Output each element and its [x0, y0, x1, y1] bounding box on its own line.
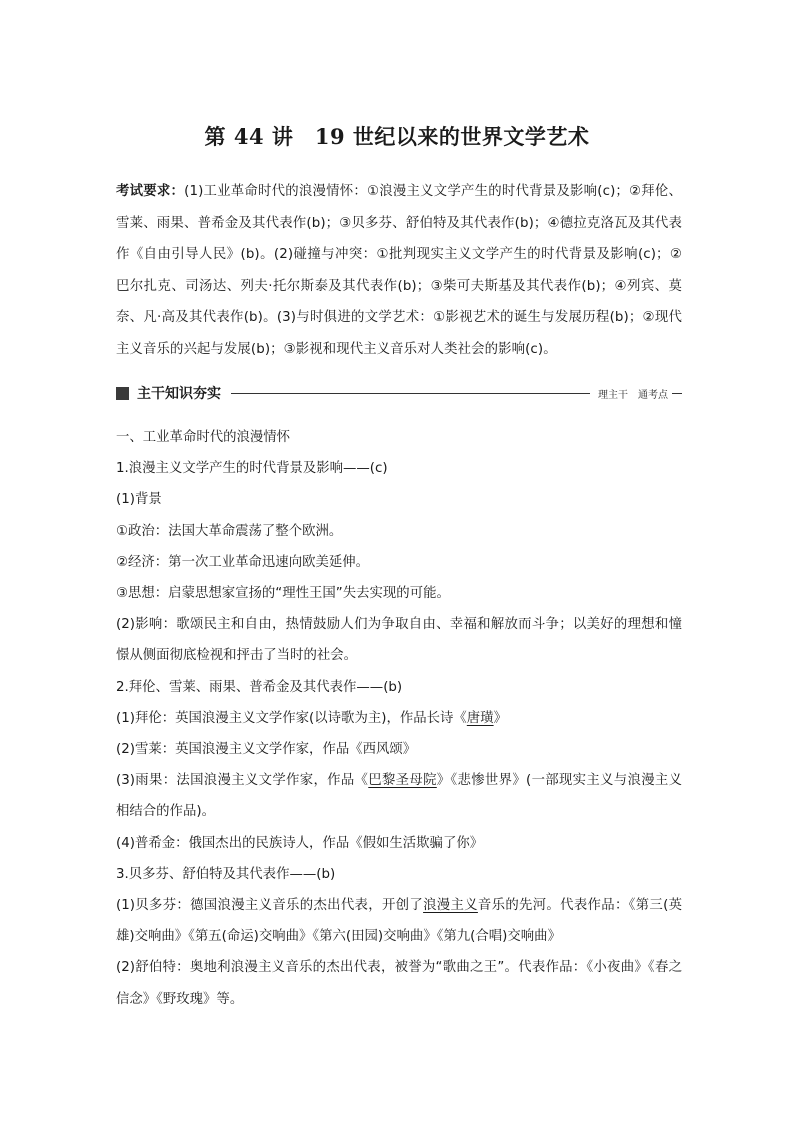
paragraph	[116, 890, 682, 952]
underlined-term: 唐璜	[466, 710, 494, 726]
page-title: 第 44 讲 19 世纪以来的世界文学艺术	[204, 124, 590, 149]
underlined-term: 巴黎圣母院	[368, 773, 437, 789]
main-content	[116, 422, 682, 1015]
subsection-1-title: 1.浪漫主义文学产生的时代背景及影响——(c)	[116, 461, 388, 477]
paragraph: ②经济：第一次工业革命迅速向欧美延伸。	[116, 554, 370, 570]
text: (3)雨果：法国浪漫主义文学作家，作品《	[116, 773, 369, 789]
text: (1)贝多芬：德国浪漫主义音乐的杰出代表，开创了	[116, 898, 424, 914]
requirements-text: (1)工业革命时代的浪漫情怀：①浪漫主义文学产生的时代背景及影响(c)；②拜伦、雪莱、雨果、普希金及其代表作(b)；③贝多芬、舒伯特及其代表作(b)；④德拉克洛瓦及其代表作《自由引导人民》(b)。(2)碰撞与冲突：①批判现实主义文学产生的时代背景及影响(c)；②巴尔扎克、司汤达、列夫·托尔斯泰及其代表作(b)；③柴可夫斯基及其代表作(b)；④列宾、莫奈、凡·高及其代表作(b)。(3)与时俱进的文学艺术：①影视艺术的诞生与发展历程(b)；②现代主义音乐的兴起与发展(b)；③影视和现代主义音乐对人类社会的影响(c)。	[116, 184, 683, 357]
text: 》《悲惨世界》(一部现实主义与浪漫主义相结合的作品)。	[116, 773, 683, 820]
text: (1)拜伦：英国浪漫主义文学作家(以诗歌为主)，作品长诗《	[116, 710, 467, 726]
section-square-icon	[116, 387, 129, 400]
subsection-3-title: 3.贝多芬、舒伯特及其代表作——(b)	[116, 866, 336, 882]
paragraph	[116, 765, 682, 827]
paragraph: (4)普希金：俄国杰出的民族诗人，作品《假如生活欺骗了你》	[116, 835, 484, 851]
text: 》	[493, 710, 507, 726]
heading-1: 一、工业革命时代的浪漫情怀	[116, 430, 291, 445]
text: 音乐的先河。代表作品：《第三(英雄)交响曲》《第五(命运)交响曲》《第六(田园)交响曲》《第九(合唱)交响曲》	[116, 898, 682, 945]
paragraph: ①政治：法国大革命震荡了整个欧洲。	[116, 523, 343, 539]
paragraph: (2)舒伯特：奥地利浪漫主义音乐的杰出代表，被誉为“歌曲之王”。代表作品：《小夜曲》《春之信念》《野玫瑰》等。	[116, 960, 682, 1007]
paragraph: (2)影响：歌颂民主和自由，热情鼓励人们为争取自由、幸福和解放而斗争；以美好的理想和憧憬从侧面彻底检视和抨击了当时的社会。	[116, 617, 682, 664]
paragraph	[116, 703, 682, 734]
paragraph: (2)雪莱：英国浪漫主义文学作家，作品《西风颂》	[116, 742, 417, 758]
subsection-2-title: 2.拜伦、雪莱、雨果、普希金及其代表作——(b)	[116, 679, 403, 695]
section-title: 主干知识夯实	[137, 386, 221, 402]
underlined-term: 浪漫主义	[423, 898, 478, 914]
section-header	[116, 381, 682, 405]
requirements-label: 考试要求：	[116, 184, 185, 199]
paragraph: ③思想：启蒙思想家宣扬的“理性王国”失去实现的可能。	[116, 586, 450, 602]
section-divider	[231, 393, 590, 394]
section-divider-tail	[672, 393, 682, 394]
exam-requirements	[116, 176, 682, 365]
section-tag: 理主干 通考点	[598, 389, 668, 401]
subsection-1-background: (1)背景	[116, 492, 162, 508]
